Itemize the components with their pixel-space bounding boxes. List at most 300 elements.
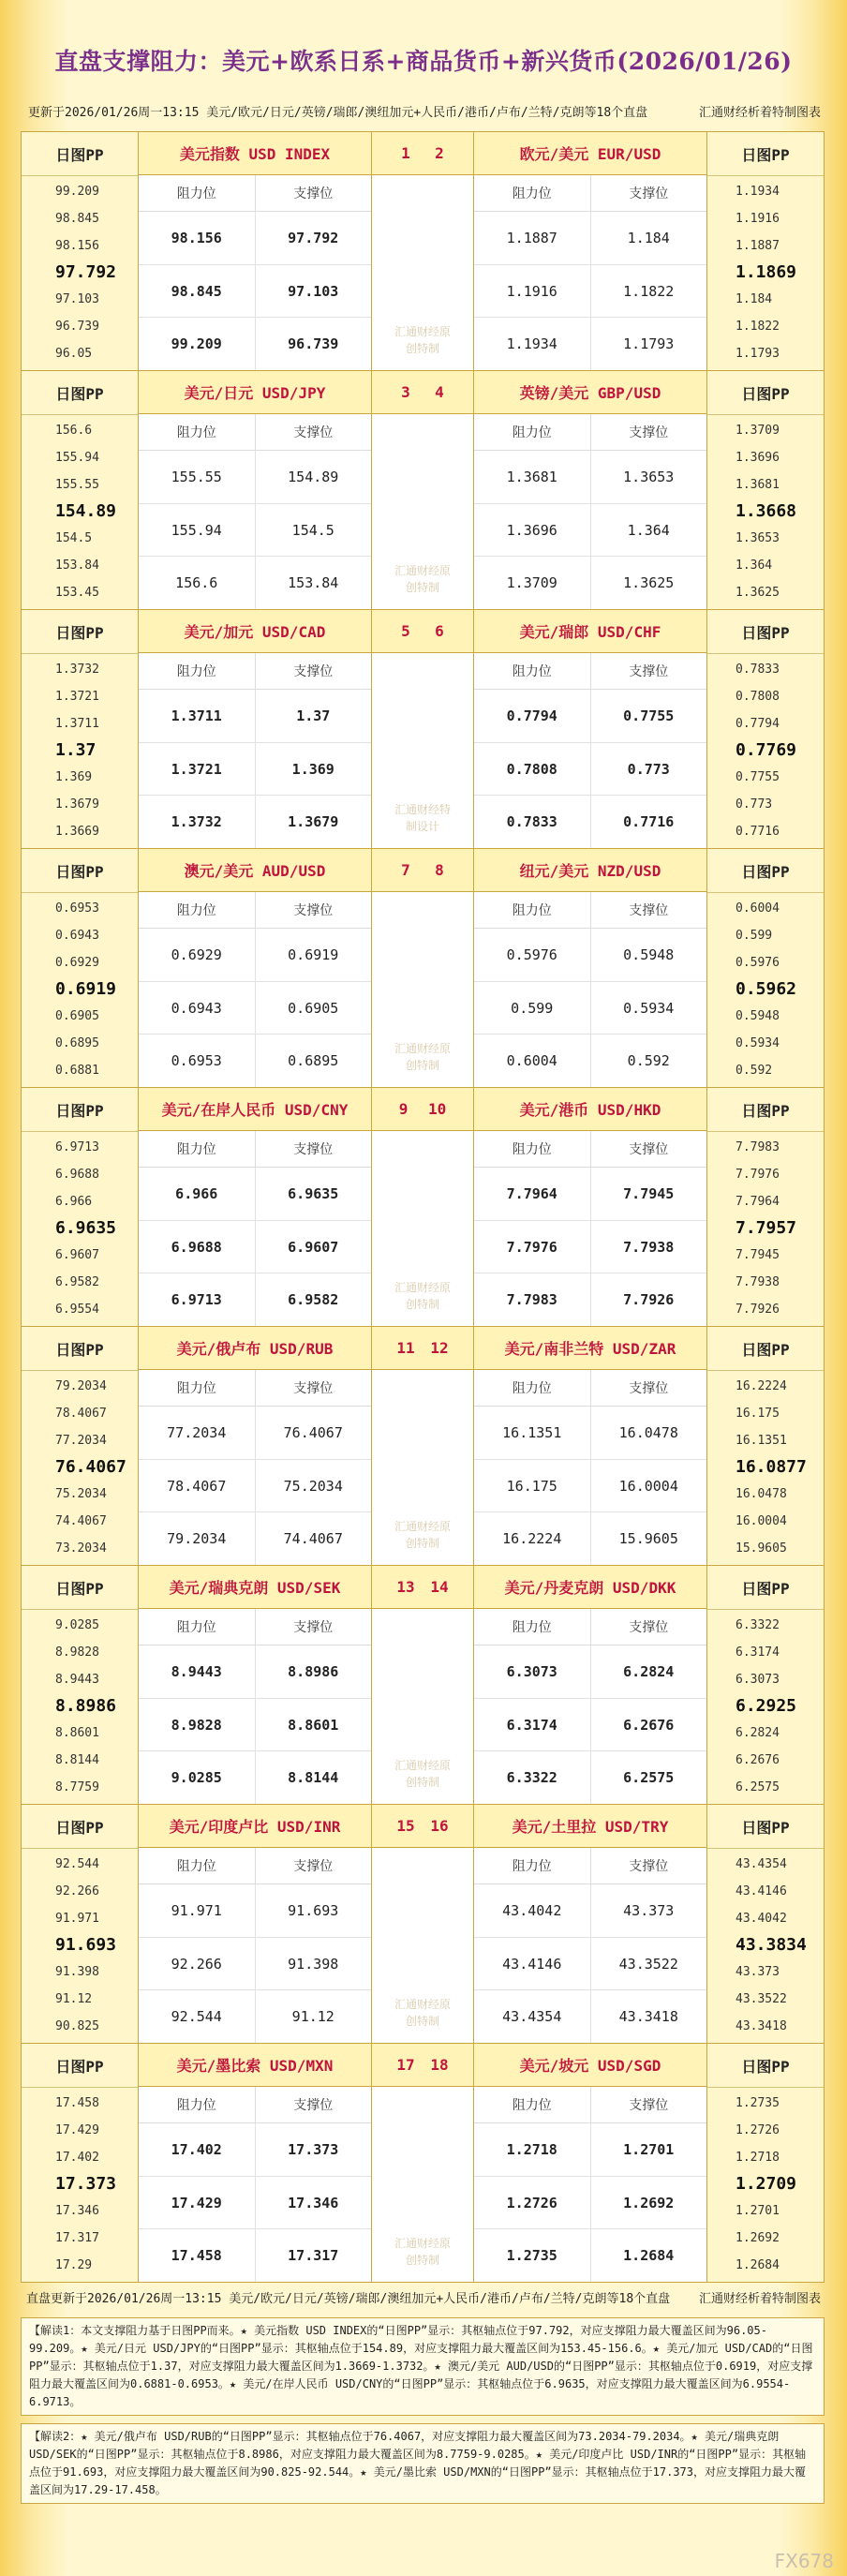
resistance-header: 阻力位 (176, 1859, 216, 1874)
pivot-header: 日图PP (707, 1088, 824, 1132)
support-value: 15.9605 (590, 1512, 707, 1565)
level-row (474, 1168, 706, 1221)
level-rows (474, 1884, 706, 2043)
pivot-values (22, 1610, 138, 1804)
resistance-value: 0.6929 (171, 946, 222, 963)
pivot-level: 1.184 (736, 292, 773, 307)
pivot-point: 0.5962 (736, 979, 797, 1000)
level-rows (139, 2123, 371, 2282)
pivot-level: 1.2735 (736, 2096, 780, 2111)
level-row (474, 1460, 706, 1513)
pivot-level: 6.2824 (736, 1726, 780, 1741)
pivot-column-right (707, 610, 824, 848)
pair-table-right (473, 1088, 707, 1326)
pivot-level: 8.7759 (55, 1779, 99, 1794)
support-header: 支撑位 (255, 1131, 372, 1167)
pivot-level: 1.3653 (736, 531, 780, 546)
support-value: 1.37 (255, 690, 372, 742)
pair-index-column (372, 132, 473, 370)
pair-table-left (138, 610, 372, 848)
pivot-level: 17.429 (55, 2123, 99, 2138)
pivot-level: 43.4042 (736, 1911, 787, 1926)
pair-index-column (372, 610, 473, 848)
pivot-level: 0.7755 (736, 770, 780, 785)
pair-table-right (473, 1327, 707, 1565)
pivot-point: 16.0877 (736, 1457, 807, 1478)
resistance-header: 阻力位 (176, 1620, 216, 1635)
pair-table-left (138, 371, 372, 609)
resistance-value: 1.1887 (506, 229, 557, 246)
level-row (139, 451, 371, 504)
pivot-level: 0.6943 (55, 929, 99, 944)
pair-number-left: 13 (396, 1578, 415, 1596)
resistance-value: 0.6943 (171, 999, 222, 1017)
resistance-value: 1.3732 (171, 813, 222, 831)
level-rows (139, 929, 371, 1087)
pivot-level: 43.3522 (736, 1991, 787, 2006)
pair-number-left: 7 (401, 861, 410, 879)
pivot-header: 日图PP (22, 1805, 138, 1849)
pivot-level: 92.544 (55, 1857, 99, 1872)
level-row (139, 1221, 371, 1274)
resistance-value: 0.599 (511, 999, 554, 1017)
pair-table-left (138, 1566, 372, 1804)
pivot-values (22, 654, 138, 848)
pair-numbers (372, 1088, 473, 1131)
level-row (139, 2123, 371, 2177)
pair-number-right: 6 (435, 622, 444, 640)
resistance-value: 79.2034 (167, 1530, 227, 1548)
support-value: 0.592 (590, 1035, 707, 1087)
pair-index-column (372, 1566, 473, 1804)
support-value: 1.184 (590, 212, 707, 264)
level-rows (474, 2123, 706, 2282)
pivot-level: 1.1916 (736, 212, 780, 227)
block-watermark: 汇通财经原创特制 (394, 1998, 451, 2028)
level-row (139, 318, 371, 370)
resistance-value: 0.7794 (506, 707, 557, 724)
resistance-value: 155.94 (171, 521, 222, 539)
resistance-header: 阻力位 (512, 903, 552, 918)
resistance-value: 0.7833 (506, 813, 557, 831)
resistance-header: 阻力位 (176, 903, 216, 918)
watermark-area (372, 175, 473, 370)
pivot-point: 1.3668 (736, 501, 797, 522)
level-rows (474, 929, 706, 1087)
support-value: 1.364 (590, 504, 707, 557)
pivot-level: 6.9582 (55, 1274, 99, 1289)
pivot-column-left (22, 132, 138, 370)
pair-name: 美元/坡元 USD/SGD (474, 2044, 706, 2087)
support-value: 6.9607 (255, 1221, 372, 1273)
support-header: 支撑位 (255, 1848, 372, 1884)
resistance-header: 阻力位 (512, 664, 552, 679)
resistance-value: 78.4067 (167, 1477, 227, 1495)
pair-index-column (372, 371, 473, 609)
pivot-level: 155.94 (55, 451, 99, 466)
pivot-level: 8.9828 (55, 1645, 99, 1660)
pivot-point: 76.4067 (55, 1457, 126, 1478)
pivot-level: 7.7945 (736, 1248, 780, 1263)
pivot-level: 6.9713 (55, 1140, 99, 1155)
pivot-level: 16.1351 (736, 1433, 787, 1448)
resistance-value: 17.402 (171, 2140, 222, 2158)
support-value: 74.4067 (255, 1512, 372, 1565)
resistance-value: 8.9443 (171, 1662, 222, 1680)
pivot-values (22, 893, 138, 1087)
level-row (474, 1407, 706, 1460)
pivot-level: 0.6004 (736, 901, 780, 916)
pivot-level: 15.9605 (736, 1541, 787, 1556)
level-row (474, 2177, 706, 2230)
pair-name: 澳元/美元 AUD/USD (139, 849, 371, 892)
pair-number-left: 11 (396, 1339, 415, 1357)
pivot-level: 17.317 (55, 2230, 99, 2245)
block-watermark: 汇通财经原创特制 (394, 1281, 451, 1311)
column-headers (474, 414, 706, 451)
pivot-column-left (22, 1805, 138, 2043)
pivot-level: 1.3696 (736, 451, 780, 466)
level-row (474, 1938, 706, 1991)
pivot-level: 0.592 (736, 1063, 773, 1078)
pair-table-left (138, 1805, 372, 2043)
pivot-level: 92.266 (55, 1884, 99, 1899)
support-value: 7.7938 (590, 1221, 707, 1273)
level-row (139, 557, 371, 609)
pivot-column-right (707, 132, 824, 370)
pivot-header: 日图PP (22, 1088, 138, 1132)
resistance-value: 7.7983 (506, 1291, 557, 1309)
pivot-level: 73.2034 (55, 1541, 107, 1556)
level-row (474, 1221, 706, 1274)
pivot-level: 0.773 (736, 797, 773, 812)
pivot-level: 0.599 (736, 929, 773, 944)
resistance-value: 0.6953 (171, 1052, 222, 1070)
level-row (139, 1512, 371, 1565)
bottom-update-text: 直盘更新于2026/01/26周一13:15 美元/欧元/日元/英镑/瑞郎/澳纽加元+人民币/港币/卢布/兰特/克朗等18个直盘 (26, 2292, 671, 2306)
pivot-level: 1.2718 (736, 2150, 780, 2165)
support-value: 6.2824 (590, 1645, 707, 1698)
level-row (474, 1273, 706, 1326)
pair-name: 美元/丹麦克朗 USD/DKK (474, 1566, 706, 1609)
pair-numbers (372, 132, 473, 175)
pivot-level: 0.7808 (736, 690, 780, 705)
block-watermark: 汇通财经原创特制 (394, 1042, 451, 1072)
pivot-column-right (707, 1566, 824, 1804)
pivot-level: 16.0478 (736, 1487, 787, 1502)
resistance-value: 43.4354 (502, 2008, 562, 2026)
pivot-level: 154.5 (55, 531, 93, 546)
pivot-level: 153.84 (55, 558, 99, 573)
pivot-header: 日图PP (707, 2044, 824, 2088)
resistance-header: 阻力位 (512, 1859, 552, 1874)
level-rows (139, 451, 371, 609)
support-header: 支撑位 (590, 1370, 707, 1406)
pivot-point: 154.89 (55, 501, 117, 522)
support-header: 支撑位 (255, 175, 372, 211)
watermark-area (372, 653, 473, 848)
pair-number-left: 15 (396, 1817, 415, 1835)
pair-table-left (138, 849, 372, 1087)
pivot-level: 43.3418 (736, 2018, 787, 2033)
level-row (139, 1699, 371, 1752)
pivot-level: 6.9607 (55, 1248, 99, 1263)
level-row (139, 982, 371, 1035)
support-header: 支撑位 (590, 2087, 707, 2122)
explanation-2: 【解读2：★ 美元/俄卢布 USD/RUB的“日图PP”显示：其枢轴点位于76.4067，对应支撑阻力最大覆盖区间为73.2034-79.2034。★ 美元/瑞典克朗 USD/SEK的“日图PP”显示：其枢轴点位于8.8986，对应支撑阻力最大覆盖区间为8.7759-9.0285。★ 美元/印度卢比 USD/INR的“日图PP”显示：其枢轴点位于91.693，对应支撑阻力最大覆盖区间为90.825-92.544。★ 美元/墨比索 USD/MXN的“日图PP”显示：其枢轴点位于17.373，对应支撑阻力最大覆盖区间为17.29-17.458。 (21, 2423, 825, 2504)
resistance-value: 0.6004 (506, 1052, 557, 1070)
support-header: 支撑位 (255, 414, 372, 450)
pivot-column-right (707, 2044, 824, 2282)
pivot-level: 78.4067 (55, 1407, 107, 1422)
pivot-point: 6.9635 (55, 1218, 117, 1239)
level-row (474, 929, 706, 982)
pivot-values (707, 893, 824, 1087)
pair-name: 美元/墨比索 USD/MXN (139, 2044, 371, 2087)
pivot-level: 7.7964 (736, 1194, 780, 1209)
column-headers (139, 414, 371, 451)
pivot-level: 43.4354 (736, 1857, 787, 1872)
resistance-value: 1.2726 (506, 2194, 557, 2211)
pair-table-left (138, 1088, 372, 1326)
watermark-area (372, 892, 473, 1087)
pair-table-right (473, 1805, 707, 2043)
pivot-level: 0.5948 (736, 1009, 780, 1024)
pair-name: 美元/瑞典克朗 USD/SEK (139, 1566, 371, 1609)
resistance-header: 阻力位 (512, 2098, 552, 2113)
pivot-level: 6.2676 (736, 1752, 780, 1767)
support-value: 97.103 (255, 265, 372, 318)
pivot-level: 43.4146 (736, 1884, 787, 1899)
pivot-level: 96.05 (55, 346, 93, 361)
pivot-level: 16.175 (736, 1407, 780, 1422)
pivot-level: 98.845 (55, 212, 99, 227)
pivot-level: 96.739 (55, 319, 99, 334)
level-row (139, 743, 371, 797)
resistance-value: 155.55 (171, 468, 222, 485)
resistance-value: 1.2735 (506, 2247, 557, 2265)
pivot-level: 1.2684 (736, 2257, 780, 2272)
pivot-point: 7.7957 (736, 1218, 797, 1239)
resistance-header: 阻力位 (512, 425, 552, 440)
pivot-level: 17.402 (55, 2150, 99, 2165)
level-rows (474, 1645, 706, 1804)
pair-index-column (372, 1088, 473, 1326)
pivot-level: 17.346 (55, 2204, 99, 2219)
pair-number-left: 9 (398, 1100, 409, 1118)
pair-name: 纽元/美元 NZD/USD (474, 849, 706, 892)
pair-index-column (372, 2044, 473, 2282)
support-header: 支撑位 (590, 1609, 707, 1645)
pivot-header: 日图PP (707, 1566, 824, 1610)
pivot-values (707, 176, 824, 370)
column-headers (474, 1131, 706, 1168)
pivot-column-left (22, 1088, 138, 1326)
pivot-level: 0.5934 (736, 1035, 780, 1050)
level-rows (474, 451, 706, 609)
support-value: 0.7716 (590, 796, 707, 848)
pair-name: 英镑/美元 GBP/USD (474, 371, 706, 414)
support-header: 支撑位 (590, 1131, 707, 1167)
pair-block (22, 610, 824, 849)
level-row (139, 212, 371, 265)
resistance-value: 1.3696 (506, 521, 557, 539)
level-row (474, 982, 706, 1035)
pivot-values (22, 176, 138, 370)
resistance-value: 9.0285 (171, 1769, 222, 1787)
resistance-value: 91.971 (171, 1901, 222, 1919)
resistance-value: 16.2224 (502, 1530, 562, 1548)
pair-table-right (473, 1566, 707, 1804)
pivot-point: 0.6919 (55, 979, 117, 1000)
support-value: 154.5 (255, 504, 372, 557)
resistance-value: 98.845 (171, 282, 222, 300)
pivot-level: 153.45 (55, 585, 99, 600)
pivot-level: 1.3711 (55, 716, 99, 731)
pivot-column-left (22, 1327, 138, 1565)
support-value: 6.2575 (590, 1751, 707, 1804)
pivot-level: 1.1793 (736, 346, 780, 361)
resistance-value: 7.7964 (506, 1184, 557, 1202)
level-row (139, 690, 371, 743)
pivot-level: 6.966 (55, 1194, 93, 1209)
pivot-column-left (22, 849, 138, 1087)
support-value: 1.3679 (255, 796, 372, 848)
pivot-level: 1.3625 (736, 585, 780, 600)
column-headers (139, 1848, 371, 1884)
resistance-value: 6.966 (175, 1184, 218, 1202)
support-value: 16.0478 (590, 1407, 707, 1459)
level-row (474, 2123, 706, 2177)
support-header: 支撑位 (590, 414, 707, 450)
level-row (139, 1460, 371, 1513)
pivot-header: 日图PP (707, 132, 824, 176)
pivot-level: 7.7983 (736, 1140, 780, 1155)
support-value: 17.317 (255, 2229, 372, 2282)
page-title: 直盘支撑阻力：美元+欧系日系+商品货币+新兴货币(2026/01/26) (54, 48, 793, 75)
level-rows (474, 212, 706, 370)
support-value: 43.3522 (590, 1938, 707, 1990)
pair-numbers (372, 1805, 473, 1848)
support-header: 支撑位 (255, 1370, 372, 1406)
level-row (139, 796, 371, 848)
resistance-value: 1.1916 (506, 282, 557, 300)
pair-table-left (138, 1327, 372, 1565)
top-update-note (28, 105, 821, 122)
pivot-level: 7.7938 (736, 1274, 780, 1289)
pivot-values (22, 1132, 138, 1326)
support-value: 96.739 (255, 318, 372, 370)
pair-name: 美元/瑞郎 USD/CHF (474, 610, 706, 653)
column-headers (474, 175, 706, 212)
support-value: 1.2692 (590, 2177, 707, 2229)
resistance-value: 6.3174 (506, 1716, 557, 1734)
resistance-header: 阻力位 (176, 2098, 216, 2113)
level-row (139, 1273, 371, 1326)
level-row (474, 265, 706, 319)
pivot-values (707, 1610, 824, 1804)
pair-name: 美元/土里拉 USD/TRY (474, 1805, 706, 1848)
support-value: 91.398 (255, 1938, 372, 1990)
bottom-update-source: 汇通财经析着特制图表 (698, 2292, 821, 2306)
pivot-level: 1.3721 (55, 690, 99, 705)
support-value: 43.3418 (590, 1990, 707, 2043)
level-row (139, 929, 371, 982)
pivot-level: 79.2034 (55, 1379, 107, 1394)
support-header: 支撑位 (590, 892, 707, 928)
pivot-header: 日图PP (22, 1566, 138, 1610)
pivot-header: 日图PP (707, 371, 824, 415)
support-value: 0.773 (590, 743, 707, 796)
resistance-value: 6.9688 (171, 1238, 222, 1256)
block-watermark: 汇通财经原创特制 (394, 564, 451, 594)
level-row (474, 1884, 706, 1938)
resistance-value: 43.4146 (502, 1955, 562, 1973)
pair-name: 美元/港币 USD/HKD (474, 1088, 706, 1131)
pivot-level: 1.3669 (55, 824, 99, 839)
support-header: 支撑位 (255, 1609, 372, 1645)
pair-name: 美元指数 USD INDEX (139, 132, 371, 175)
level-row (139, 2229, 371, 2282)
level-row (139, 1990, 371, 2043)
pivot-header: 日图PP (22, 610, 138, 654)
pair-block (22, 849, 824, 1088)
pair-block (22, 1088, 824, 1327)
support-value: 75.2034 (255, 1460, 372, 1512)
resistance-header: 阻力位 (512, 1620, 552, 1635)
resistance-value: 0.5976 (506, 946, 557, 963)
pair-index-column (372, 1327, 473, 1565)
level-row (474, 557, 706, 609)
pair-name: 美元/南非兰特 USD/ZAR (474, 1327, 706, 1370)
column-headers (474, 2087, 706, 2123)
resistance-value: 98.156 (171, 229, 222, 246)
level-row (474, 318, 706, 370)
pivot-level: 1.1887 (736, 238, 780, 253)
level-row (474, 1512, 706, 1565)
pivot-header: 日图PP (22, 132, 138, 176)
level-rows (139, 1884, 371, 2043)
support-header: 支撑位 (590, 653, 707, 689)
pair-numbers (372, 610, 473, 653)
watermark-area (372, 1609, 473, 1804)
pair-numbers (372, 2044, 473, 2087)
pair-index-column (372, 849, 473, 1087)
resistance-value: 43.4042 (502, 1901, 562, 1919)
support-value: 1.3653 (590, 451, 707, 503)
support-header: 支撑位 (590, 1848, 707, 1884)
pivot-level: 0.5976 (736, 955, 780, 970)
column-headers (474, 1848, 706, 1884)
resistance-header: 阻力位 (176, 425, 216, 440)
column-headers (139, 1609, 371, 1645)
pivot-values (22, 1371, 138, 1565)
support-value: 7.7926 (590, 1273, 707, 1326)
pivot-point: 91.693 (55, 1935, 117, 1956)
pivot-level: 0.6953 (55, 901, 99, 916)
pivot-column-right (707, 1327, 824, 1565)
resistance-value: 156.6 (175, 574, 218, 592)
pair-name: 美元/日元 USD/JPY (139, 371, 371, 414)
pivot-level: 156.6 (55, 424, 93, 439)
support-value: 153.84 (255, 557, 372, 609)
resistance-header: 阻力位 (512, 1381, 552, 1396)
resistance-value: 1.3709 (506, 574, 557, 592)
pivot-level: 6.3174 (736, 1645, 780, 1660)
pivot-values (22, 415, 138, 609)
pivot-header: 日图PP (707, 610, 824, 654)
support-value: 17.373 (255, 2123, 372, 2176)
